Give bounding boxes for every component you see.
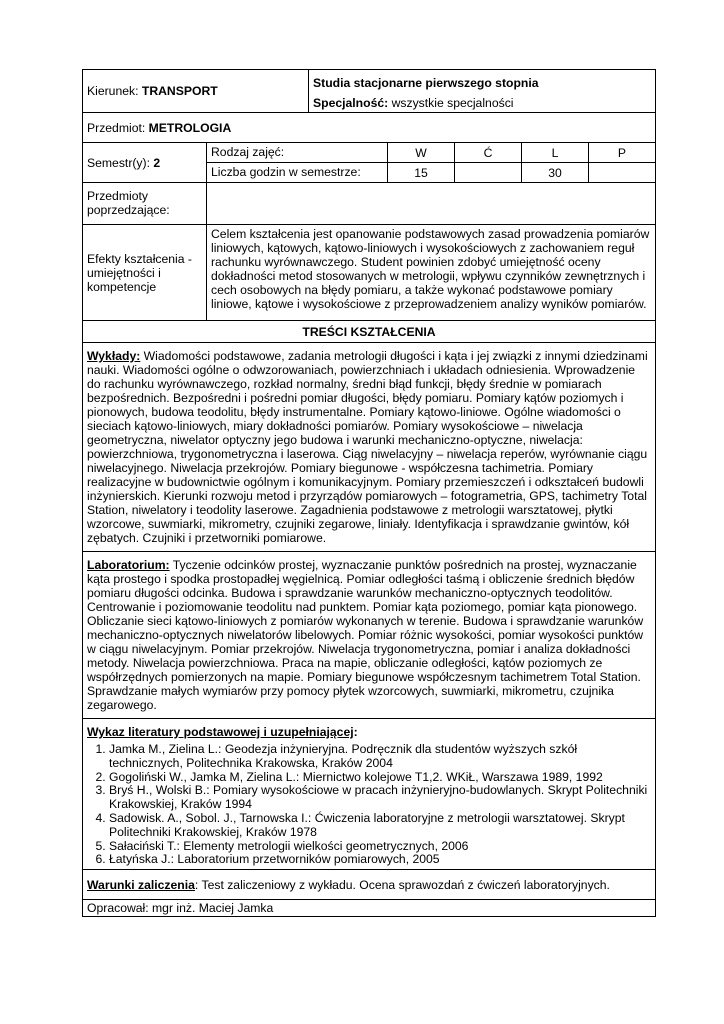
hours-p — [589, 163, 656, 183]
header-row — [83, 70, 656, 113]
przedmiot-label: Przedmiot: — [87, 120, 149, 135]
specjalnosc-label: Specjalność: — [313, 96, 389, 110]
przedmiot-row — [83, 113, 656, 143]
type-c: Ć — [455, 143, 522, 163]
literatura-item: 6. Łatyńska J.: Laboratorium przetworników pomiarowych, 2005 — [109, 853, 651, 867]
efekty-label: Efekty kształcenia - umiejętności i kompetencje — [83, 225, 207, 321]
literatura-colon: : — [353, 725, 358, 739]
laboratorium-text: Tyczenie odcinków prostej, wyznaczanie punktów pośrednich na prostej, wyznaczanie kąta prostego i spodka prostopadłej węgielnicą. Pomiar odległości taśmą i obliczenie średnich błędów pomiaru długości odcinka. Budowa i sprawdzanie warunków mechaniczno-optycznych teodolitów. Centrowanie i poziomowanie teodolitu nad punktem. Pomiar kąta poziomego, pomiar kąta pionowego. Obliczanie sieci kątowo-liniowych z pomiarów wykonanych w terenie. Budowa i sprawdzanie warunków mechaniczno-optycznych niwelatorów libelowych. Pomiar różnic wysokości, pomiar wysokości punktów w ciągu niwelacyjnym. Pomiar przekrojów. Niwelacja trygonometryczna, pomiar i analiza dokładności metody. Niwelacja powierzchniowa. Praca na mapie, obliczanie odległości, kątów poziomych ze współrzędnych pomierzonych na mapie. Pomiary biegunowe współczesnym tachimetrem Total Station. Sprawdzanie małych wymiarów przy pomocy płytek wzorcowych, suwmiarki, mikrometru, czujnika zegarowego. — [87, 558, 644, 712]
type-l: L — [522, 143, 589, 163]
wyklady-row — [83, 343, 656, 552]
laboratorium-row — [83, 552, 656, 719]
literatura-item: 5. Sałaciński T.: Elementy metrologii wielkości geometrycznych, 2006 — [109, 840, 651, 854]
semestr-value: 2 — [153, 155, 161, 170]
type-w: W — [388, 143, 455, 163]
literatura-item: 3. Bryś H., Wolski B.: Pomiary wysokościowe w pracach inżynieryjno-budowlanych. Skrypt Politechniki Krakowskiej, Kraków 1994 — [109, 784, 651, 812]
poprzedzajace-value — [207, 183, 656, 225]
wyklady-label: Wykłady: — [87, 349, 141, 363]
efekty-text: Celem kształcenia jest opanowanie podstawowych zasad prowadzenia pomiarów liniowych, kątowych, kątowo-liniowych i wysokościowych z zachowaniem reguł rachunku wyrównawczego. Student powinien zdobyć umiejętność oceny dokładności metod stosowanych w metrologii, wpływu czynników zewnętrznych i cech osobowych na błędy pomiaru, a także wykonać podstawowe pomiary liniowe, kątowe i wysokościowe z przeprowadzeniem analizy wyników pomiarów. — [207, 225, 656, 321]
rodzaj-label: Rodzaj zajęć: — [207, 143, 388, 163]
liczba-godzin-label: Liczba godzin w semestrze: — [207, 163, 388, 183]
kierunek-cell — [83, 70, 309, 113]
literatura-item: 2. Gogoliński W., Jamka M, Zielina L.: Miernictwo kolejowe T1,2. WKiŁ, Warszawa 1989, 1992 — [109, 771, 651, 785]
przedmiot-value: METROLOGIA — [148, 120, 232, 135]
warunki-text: : Test zaliczeniowy z wykładu. Ocena sprawozdań z ćwiczeń laboratoryjnych. — [194, 877, 610, 892]
semestr-cell — [83, 143, 207, 183]
literatura-list — [87, 743, 651, 867]
hours-c — [455, 163, 522, 183]
warunki-cell — [83, 870, 656, 900]
literatura-row — [83, 719, 656, 870]
literatura-cell — [83, 719, 656, 870]
opracowal: Opracował: mgr inż. Maciej Jamka — [83, 900, 656, 917]
poprzedzajace-row — [83, 183, 656, 225]
tresci-header-row — [83, 321, 656, 343]
hours-l: 30 — [522, 163, 589, 183]
wyklady-cell — [83, 343, 656, 552]
wyklady-text: Wiadomości podstawowe, zadania metrologii długości i kąta i jej związki z innymi dziedzinami nauki. Wiadomości ogólne o odwzorowaniach, powierzchniach i układach odniesienia. Wprowadzenie do rachunku wyrównawczego, rozkład normalny, średni błąd funkcji, błędy średnie w pomiarach bezpośrednich. Bezpośredni i pośredni pomiar długości, błędy pomiaru. Pomiary kątów poziomych i pionowych, budowa teodolitu, błędy instrumentalne. Pomiary kątowo-liniowe. Ogólne wiadomości o sieciach kątowo-liniowych, miary dokładności pomiarów. Pomiary wysokościowe – niwelacja geometryczna, niwelator optyczny jego budowa i warunki mechaniczno-optyczne, niwelacja: powierzchniowa, trygonometryczna i laserowa. Ciąg niwelacyjny – niwelacja reperów, wyrównanie ciągu niwelacyjnego. Niwelacja przekrojów. Pomiary biegunowe - współczesna tachimetria. Pomiary realizacyjne w budownictwie ogólnym i komunikacyjnym. Pomiary przemieszczeń i odkształceń budowli inżynierskich. Kierunki rozwoju metod i przyrządów pomiarowych – fotogrametria, GPS, tachimetry Total Station, niwelatory i teodolity laserowe. Zagadnienia podstawowe z metrologii warsztatowej, płytki wzorcowe, suwmiarki, mikrometry, czujniki zegarowe, liniały. Identyfikacja i sprawdzanie gwintów, kół zębatych. Czujniki i przetworniki pomiarowe. — [87, 349, 648, 545]
poprzedzajace-label — [83, 183, 207, 225]
przedmiot-cell — [83, 113, 656, 143]
opracowal-row — [83, 900, 656, 917]
rodzaj-row — [83, 143, 656, 163]
type-p: P — [589, 143, 656, 163]
warunki-row — [83, 870, 656, 900]
kierunek-value: TRANSPORT — [141, 84, 218, 98]
syllabus-table — [82, 69, 656, 917]
literatura-label: Wykaz literatury podstawowej i uzupełniającej — [87, 725, 354, 739]
kierunek-label: Kierunek: — [87, 84, 142, 98]
warunki-label: Warunki zaliczenia — [87, 877, 195, 892]
laboratorium-label: Laboratorium: — [87, 558, 170, 572]
literatura-item: 1. Jamka M., Zielina L.: Geodezja inżynieryjna. Podręcznik dla studentów wyższych szkół technicznych, Politechnika Krakowska, Kraków 2004 — [109, 743, 651, 771]
studia-text: Studia stacjonarne pierwszego stopnia — [313, 76, 539, 90]
studia-cell — [309, 70, 656, 113]
semestr-label: Semestr(y): — [87, 155, 154, 170]
literatura-item: 4. Sadowisk. A., Sobol. J., Tarnowska I.: Ćwiczenia laboratoryjne z metrologii warsztatowej. Skrypt Politechniki Krakowskiej, Kraków 1978 — [109, 812, 651, 840]
efekty-row — [83, 225, 656, 321]
hours-w: 15 — [388, 163, 455, 183]
poprzedzajace-label-text: Przedmioty poprzedzające: — [87, 189, 170, 217]
tresci-header: TREŚCI KSZTAŁCENIA — [83, 321, 656, 343]
specjalnosc-value: wszystkie specjalności — [388, 96, 514, 110]
laboratorium-cell — [83, 552, 656, 719]
